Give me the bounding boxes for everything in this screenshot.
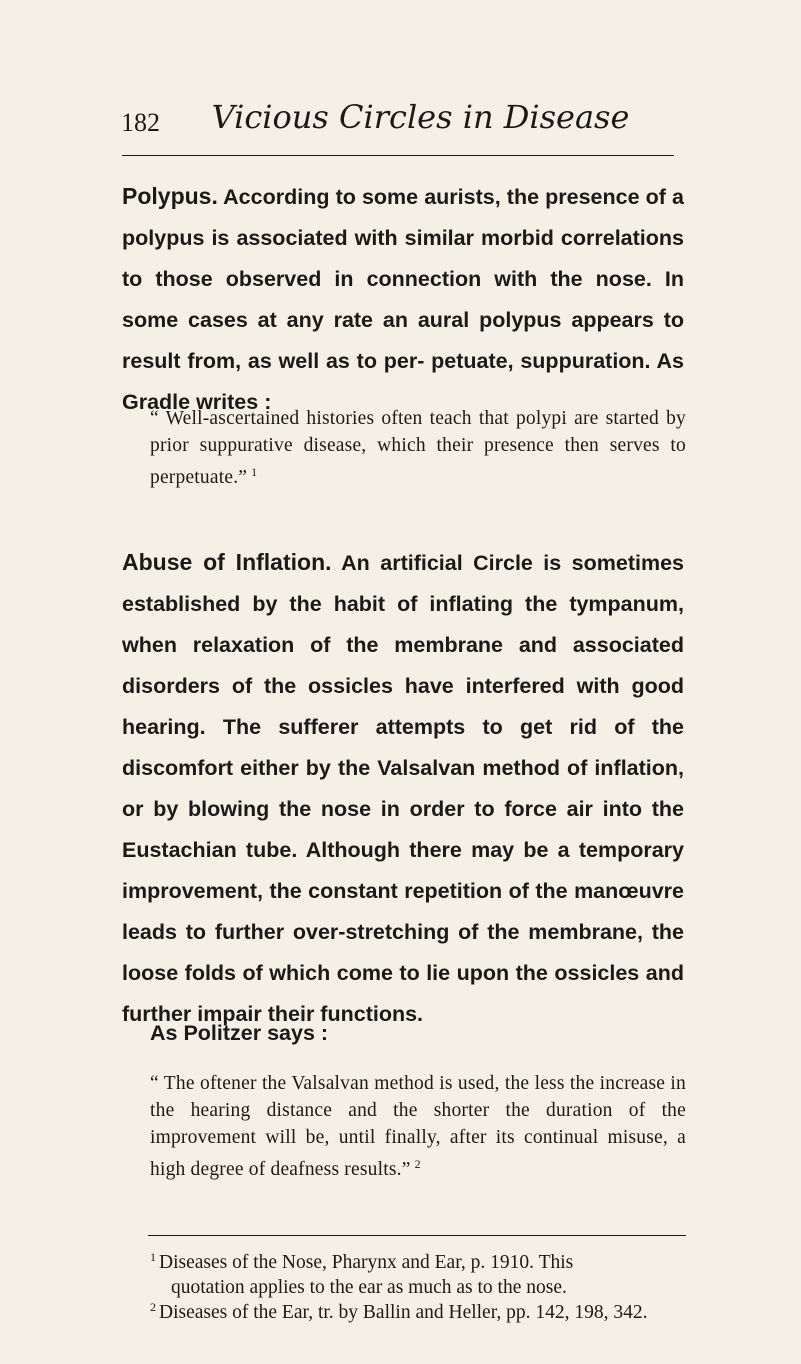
page-number: 182 [121,108,160,137]
footnote-1 [150,1245,686,1300]
footnote-1-mark: 1 [150,1250,156,1264]
inflation-paragraph [122,542,684,1035]
footnote-2-line1: Diseases of the Ear, tr. by Ballin and Heller, pp. 142, 198, 342. [159,1302,648,1323]
inflation-heading: Abuse of Inflation. [122,549,332,575]
footnote-2 [150,1295,686,1325]
header-rule [122,155,674,156]
footnote-ref-1: 1 [251,465,258,479]
politzer-quote-text: “ The oftener the Valsalvan method is used, the less the increase in the hearing distance and the shorter the duration of the improvement will be, until finally, after its continual misuse, a high degree of deafness results.” [150,1073,686,1180]
footnote-2-mark: 2 [150,1300,156,1314]
politzer-intro: As Politzer says : [150,1021,329,1045]
inflation-text: An artificial Circle is sometimes established by the habit of inflating the tympanum, when relaxation of the membrane and associated disorders of the ossicles have interfered with good hearing. The sufferer attempts to get rid of the discomfort either by the Valsalvan method of inflation, or by blowing the nose in order to force air into the Eustachian tube. Although there may be a temporary improvement, the constant repetition of the manœuvre leads to further over-stretching of the membrane, the loose folds of which come to lie upon the ossicles and further impair their functions. [122,551,684,1026]
footnote-ref-2: 2 [414,1157,421,1171]
polypus-text: According to some aurists, the presence of a polypus is associated with similar morbid correlations to those observed in connection with the nose. In some cases at any rate an aural polypus appears to result from, as well as to per- petuate, suppuration. As Gradle writes : [122,185,684,414]
polypus-paragraph [122,176,684,423]
gradle-quote-text: “ Well-ascertained histories often teach that polypi are started by prior suppurative disease, which their presence then serves to perpetuate.” [150,408,686,488]
gradle-quote [150,405,686,491]
footnote-1-line2: quotation applies to the ear as much as to the nose. [171,1277,567,1298]
footnote-1-line1: Diseases of the Nose, Pharynx and Ear, p. 1910. This [159,1252,574,1273]
footnote-rule [148,1235,686,1236]
politzer-quote [150,1070,686,1183]
running-title: Vicious Circles in Disease [211,98,630,136]
polypus-heading: Polypus. [122,183,218,209]
